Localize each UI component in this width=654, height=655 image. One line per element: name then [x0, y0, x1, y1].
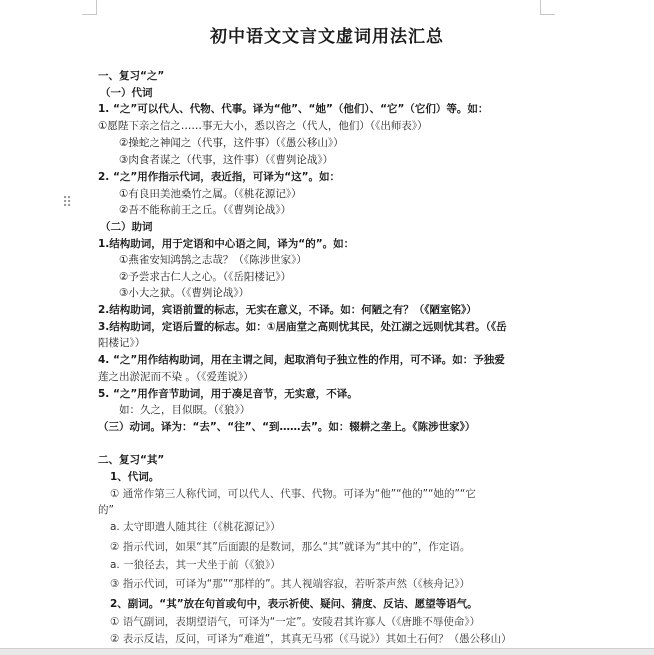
- example-line: ②操蛇之神闻之（代事，这件事）（《愚公移山》）: [119, 137, 344, 149]
- section-heading: 二、复习“其”: [98, 454, 165, 466]
- example-line: ③小大之狱。（《曹刿论战》）: [119, 287, 250, 299]
- paragraph-line: 1. “之”可以代人、代物、代事。译为“他”、“她”（他们）、“它”（它们）等。如：: [98, 103, 489, 115]
- drag-handle-icon[interactable]: ⠿: [62, 195, 72, 211]
- paragraph-line: 5. “之”用作音节助词，用于凑足音节，无实意，不译。: [98, 388, 358, 400]
- paragraph-line: 阳楼记》）: [98, 337, 146, 349]
- paragraph-line: ③ 指示代词，可译为“那”“那样的”。其人视端容寂，若听茶声然（《核舟记》）: [110, 578, 471, 590]
- paragraph-line: 2. “之”用作指示代词，表近指，可译为“这”。如：: [98, 171, 341, 183]
- paragraph-line: 的”: [98, 504, 114, 516]
- example-line: ②予尝求古仁人之心。（《岳阳楼记》）: [119, 271, 292, 283]
- paragraph-line: 莲之出淤泥而不染 。（《爱莲说》）: [98, 371, 254, 383]
- section-heading: 一、复习“之”: [98, 70, 165, 82]
- example-line: ①有良田美池桑竹之属。（《桃花源记》）: [119, 188, 302, 200]
- paragraph-line: ① 语气副词，表期望语气，可译为“一定”。安陵君其许寡人（《唐雎不辱使命》）: [110, 616, 481, 628]
- example-line: a. 一狼径去，其一犬坐于前（《狼》）: [110, 559, 281, 571]
- paragraph-line: 1.结构助词，用于定语和中心语之间，译为“的”。如：: [98, 238, 355, 250]
- page-corner-mark: [540, 0, 555, 15]
- paragraph-line: 4. “之”用作结构助词，用在主谓之间，起取消句子独立性的作用，可不译。如：予独爱: [98, 354, 505, 366]
- paragraph-line: ② 表示反诘，反问，可译为“难道”，其真无马邪（《马说》）其如土石何？（愚公移山）: [110, 633, 512, 645]
- example-line: ③肉食者谋之（代事，这件事）（《曹刿论战》）: [119, 154, 334, 166]
- example-line: ②吾不能称前王之丘。（《曹刿论战》）: [119, 204, 292, 216]
- subsection-heading: （二）助词: [100, 221, 153, 233]
- example-line: ①愿陛下亲之信之……事无大小，悉以咨之（代人，他们）（《出师表》）: [98, 120, 428, 132]
- paragraph-line: ① 通常作第三人称代词，可以代人、代事、代物。可译为“他”“他的”“她的”“它: [110, 488, 476, 500]
- document-title: 初中语文文言文虚词用法汇总: [210, 27, 444, 47]
- paragraph-line: 3.结构助词，定语后置的标志。如：①居庙堂之高则忧其民，处江湖之远则忧其君。（《岳: [98, 321, 507, 333]
- example-line: a. 太守即遣人随其往（《桃花源记》）: [110, 521, 281, 533]
- subsection-heading: 1、代词。: [110, 471, 160, 483]
- subsection-heading: （一）代词: [100, 87, 153, 99]
- page-corner-mark: [82, 0, 97, 15]
- example-line: 如：久之，目似瞑。（《狼》）: [119, 404, 251, 416]
- subsection-heading: （三）动词。译为：“去”、“往”、“到……去”。如：辍耕之垄上。《陈涉世家》）: [98, 421, 476, 433]
- subsection-heading: 2、副词。“其”放在句首或句中，表示祈使、疑问、猜度、反诘、愿望等语气。: [110, 598, 478, 610]
- paragraph-line: ② 指示代词，如果“其”后面跟的是数词，那么“其”就译为“其中的”，作定语。: [110, 541, 471, 553]
- example-line: ①燕雀安知鸿鹄之志哉？（《陈涉世家》）: [119, 254, 307, 266]
- paragraph-line: 2.结构助词，宾语前置的标志，无实在意义，不译。如：何陋之有？（《陋室铭》）: [98, 304, 477, 316]
